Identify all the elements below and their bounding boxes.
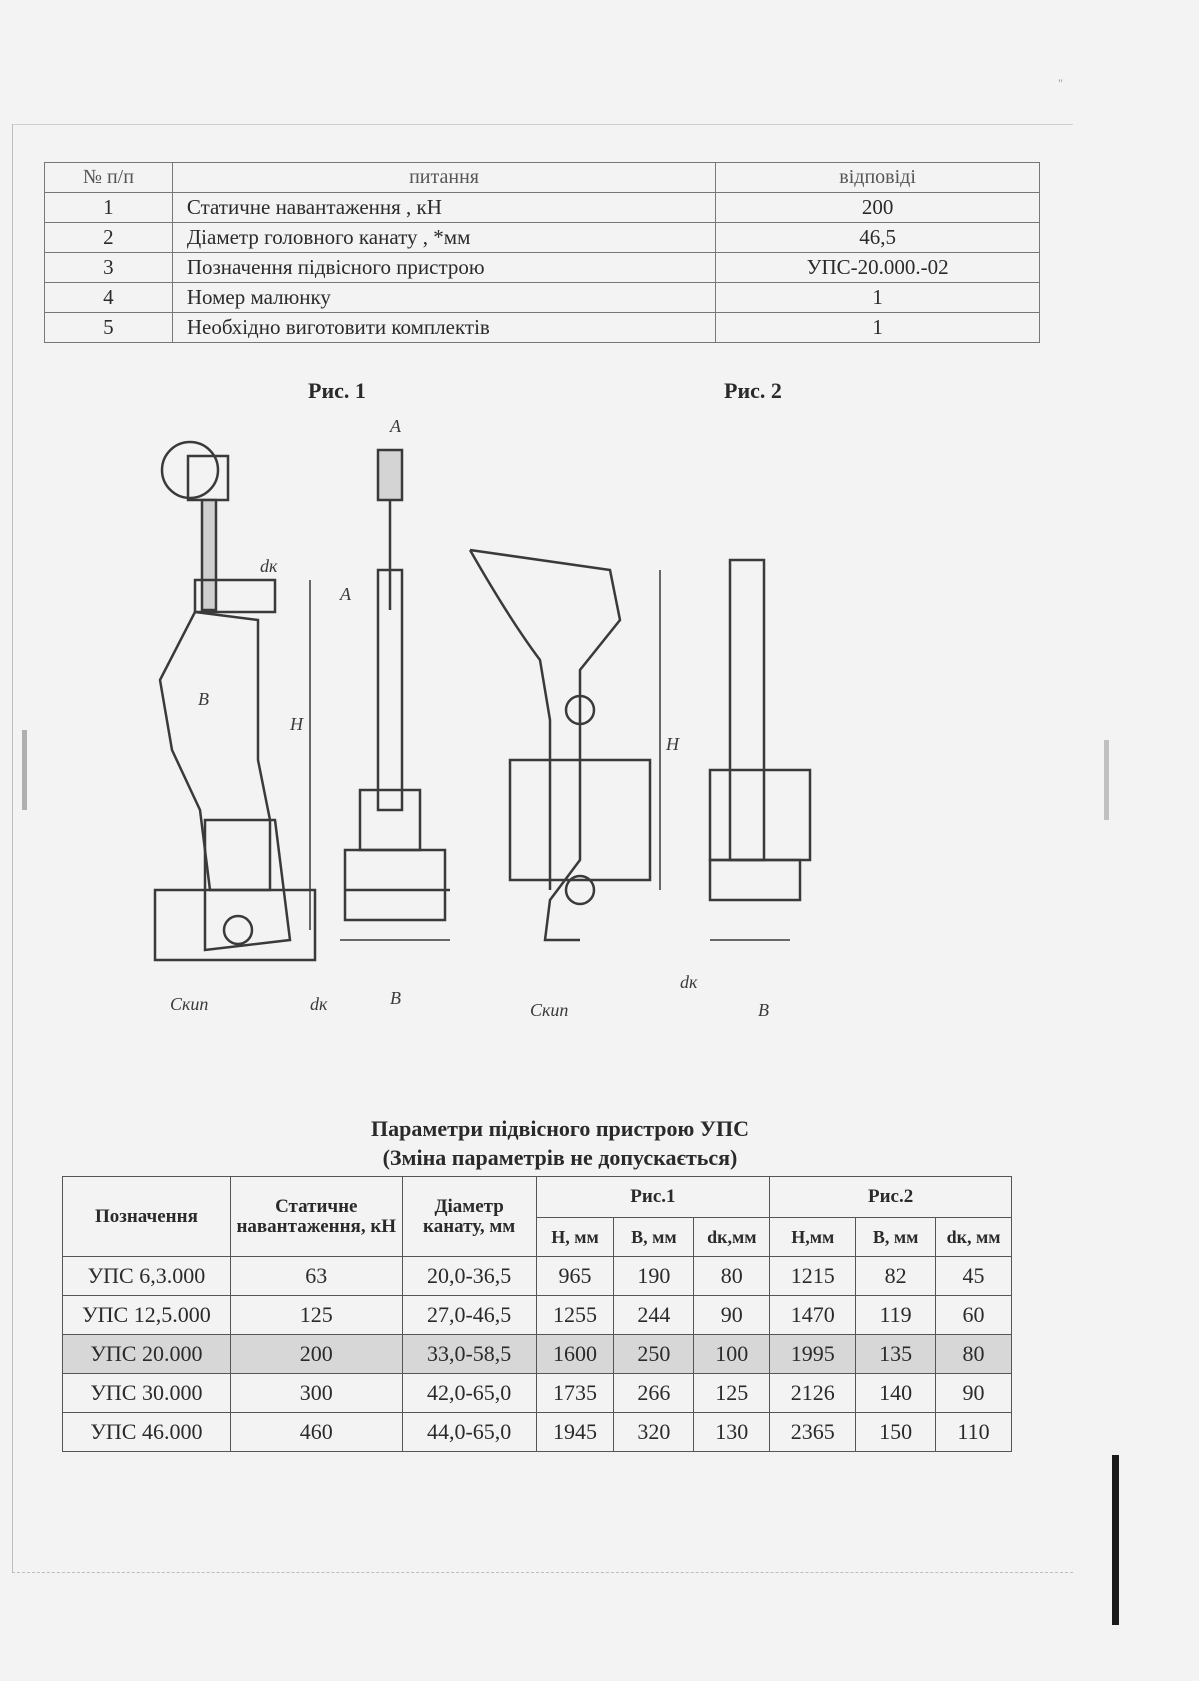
qa-row — [45, 193, 1040, 223]
fig2-front-view — [470, 550, 660, 940]
qa-row — [45, 253, 1040, 283]
params-cell-h2: 1995 — [770, 1335, 856, 1374]
params-header-designation: Позначення — [63, 1177, 231, 1257]
params-cell-b2: 150 — [856, 1413, 936, 1452]
params-cell-h2: 2126 — [770, 1374, 856, 1413]
params-cell-d2: 60 — [936, 1296, 1012, 1335]
params-cell-b2: 140 — [856, 1374, 936, 1413]
fig2-side-view — [710, 560, 810, 940]
qa-row-answer: 200 — [716, 193, 1040, 223]
qa-row-question: Номер малюнку — [172, 283, 715, 313]
params-cell-h1: 1255 — [536, 1296, 614, 1335]
params-cell-d2: 90 — [936, 1374, 1012, 1413]
params-cell-d1: 100 — [694, 1335, 770, 1374]
params-cell-b2: 82 — [856, 1257, 936, 1296]
qa-table — [44, 162, 1040, 343]
annotation-rope-1: Скип — [170, 994, 209, 1014]
params-cell-d2: 110 — [936, 1413, 1012, 1452]
qa-row-number: 3 — [45, 253, 173, 283]
qa-row-number: 5 — [45, 313, 173, 343]
fig2-label: Рис. 2 — [724, 378, 782, 403]
qa-row-number: 2 — [45, 223, 173, 253]
params-row — [63, 1257, 1012, 1296]
params-header-diameter: Діаметр канату, мм — [402, 1177, 536, 1257]
params-cell-h2: 1215 — [770, 1257, 856, 1296]
qa-row-question: Позначення підвісного пристрою — [172, 253, 715, 283]
qa-header-number: № п/п — [45, 163, 173, 193]
fig1-label: Рис. 1 — [308, 378, 366, 403]
annotation-b-dim-1: В — [390, 988, 401, 1008]
annotation-d-dim-1: dк — [310, 994, 328, 1014]
params-cell-d2: 45 — [936, 1257, 1012, 1296]
annotation-h2: Н — [666, 734, 679, 754]
params-cell-b1: 190 — [614, 1257, 694, 1296]
params-cell-h1: 1945 — [536, 1413, 614, 1452]
params-table — [62, 1176, 1012, 1452]
params-header-d2: dк, мм — [936, 1218, 1012, 1257]
params-cell-load: 460 — [230, 1413, 402, 1452]
params-cell-name: УПС 20.000 — [63, 1335, 231, 1374]
params-cell-d2: 80 — [936, 1335, 1012, 1374]
scan-edge-mark-left — [22, 730, 27, 810]
params-cell-h2: 1470 — [770, 1296, 856, 1335]
params-header-row — [63, 1177, 1012, 1218]
qa-row-number: 1 — [45, 193, 173, 223]
params-cell-load: 300 — [230, 1374, 402, 1413]
params-header-b2: В, мм — [856, 1218, 936, 1257]
params-row-highlighted — [63, 1335, 1012, 1374]
params-cell-name: УПС 12,5.000 — [63, 1296, 231, 1335]
annotation-b-dim-2: В — [758, 1000, 769, 1020]
params-cell-h2: 2365 — [770, 1413, 856, 1452]
params-header-h1: Н, мм — [536, 1218, 614, 1257]
params-title: Параметри підвісного пристрою УПС — [371, 1116, 749, 1141]
params-cell-d1: 90 — [694, 1296, 770, 1335]
params-cell-h1: 1600 — [536, 1335, 614, 1374]
params-header-fig2: Рис.2 — [770, 1177, 1012, 1218]
params-cell-dia: 44,0-65,0 — [402, 1413, 536, 1452]
params-cell-name: УПС 46.000 — [63, 1413, 231, 1452]
params-cell-name: УПС 6,3.000 — [63, 1257, 231, 1296]
qa-row-number: 4 — [45, 283, 173, 313]
params-row — [63, 1413, 1012, 1452]
qa-row-question: Необхідно виготовити комплектів — [172, 313, 715, 343]
params-cell-load: 200 — [230, 1335, 402, 1374]
suspension-device-drawing — [150, 420, 910, 1040]
fig1-front-view — [155, 442, 315, 960]
params-cell-name: УПС 30.000 — [63, 1374, 231, 1413]
params-cell-load: 125 — [230, 1296, 402, 1335]
params-cell-b1: 244 — [614, 1296, 694, 1335]
params-cell-dia: 20,0-36,5 — [402, 1257, 536, 1296]
params-header-load: Статичне навантаження, кН — [230, 1177, 402, 1257]
params-header-d1: dк,мм — [694, 1218, 770, 1257]
params-cell-d1: 130 — [694, 1413, 770, 1452]
params-header-fig1: Рис.1 — [536, 1177, 770, 1218]
params-row — [63, 1374, 1012, 1413]
qa-header-row — [45, 163, 1040, 193]
params-cell-dia: 33,0-58,5 — [402, 1335, 536, 1374]
qa-row-answer: 1 — [716, 313, 1040, 343]
params-cell-b1: 320 — [614, 1413, 694, 1452]
annotation-h1: Н — [290, 714, 303, 734]
annotation-a-side: А — [340, 584, 351, 604]
params-row — [63, 1296, 1012, 1335]
qa-row-question: Статичне навантаження , кН — [172, 193, 715, 223]
qa-row-answer: 1 — [716, 283, 1040, 313]
scan-edge-mark-right — [1104, 740, 1109, 820]
params-cell-b2: 135 — [856, 1335, 936, 1374]
qa-row-answer: УПС-20.000.-02 — [716, 253, 1040, 283]
qa-row — [45, 283, 1040, 313]
params-subtitle: (Зміна параметрів не допускається) — [382, 1145, 738, 1170]
params-cell-h1: 1735 — [536, 1374, 614, 1413]
annotation-d-dim-2: dк — [680, 972, 698, 992]
annotation-rope-2: Скип — [530, 1000, 569, 1020]
annotation-b: В — [198, 689, 209, 709]
annotation-d: dк — [260, 556, 278, 576]
qa-header-answer: відповіді — [716, 163, 1040, 193]
params-header-h2: Н,мм — [770, 1218, 856, 1257]
header-mark: " — [1058, 76, 1063, 90]
params-cell-d1: 80 — [694, 1257, 770, 1296]
params-cell-h1: 965 — [536, 1257, 614, 1296]
qa-row-question: Діаметр головного канату , *мм — [172, 223, 715, 253]
fig1-side-view — [340, 450, 450, 940]
params-cell-b2: 119 — [856, 1296, 936, 1335]
scan-edge-bar — [1112, 1455, 1119, 1625]
params-cell-dia: 42,0-65,0 — [402, 1374, 536, 1413]
params-cell-b1: 266 — [614, 1374, 694, 1413]
params-cell-dia: 27,0-46,5 — [402, 1296, 536, 1335]
qa-header-question: питання — [172, 163, 715, 193]
annotation-a-top: А — [390, 420, 401, 436]
params-cell-b1: 250 — [614, 1335, 694, 1374]
params-header-b1: В, мм — [614, 1218, 694, 1257]
qa-row — [45, 223, 1040, 253]
qa-row — [45, 313, 1040, 343]
params-cell-load: 63 — [230, 1257, 402, 1296]
qa-row-answer: 46,5 — [716, 223, 1040, 253]
params-cell-d1: 125 — [694, 1374, 770, 1413]
